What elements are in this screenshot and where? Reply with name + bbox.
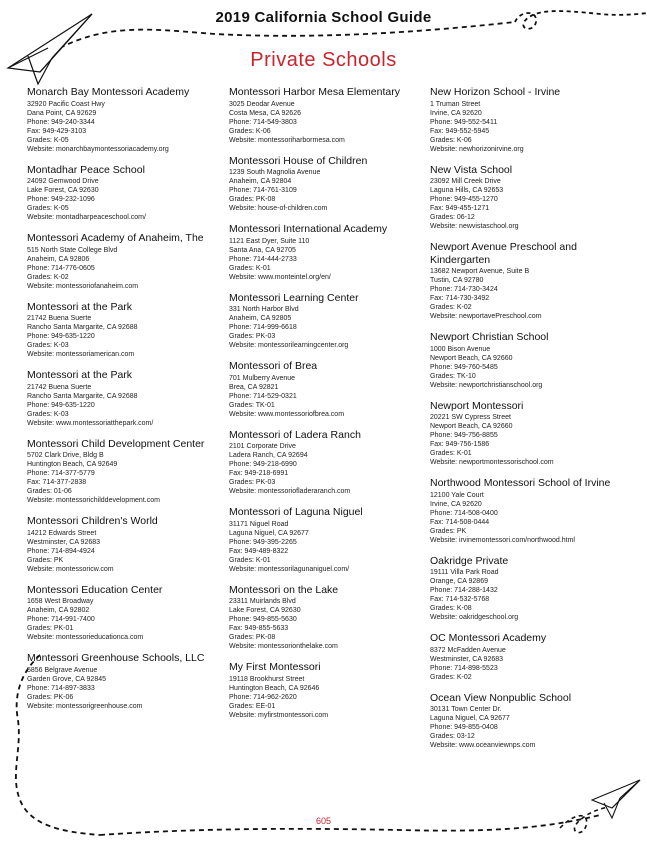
school-detail-line: Irvine, CA 92620 [430,109,482,117]
school-detail-line: Brea, CA 92821 [229,383,279,391]
school-name: Montessori at the Park [27,300,133,313]
school-detail-line: Anaheim, CA 92804 [229,178,292,185]
school-detail-line: 515 North State College Blvd [27,246,118,254]
school-detail-line: Phone: 714-529-0321 [229,392,297,400]
school-detail-line: Westminster, CA 92683 [430,655,504,663]
school-detail-line: Anaheim, CA 92802 [27,607,90,614]
school-entry [27,301,217,360]
school-entry [27,86,217,154]
school-entry [27,232,217,291]
school-entry [27,438,217,506]
school-name: Montessori at the Park [27,369,133,381]
school-name: Montessori of Laguna Niguel [229,506,363,518]
school-detail-line: Grades: 03-12 [430,733,475,740]
school-entry [229,506,424,574]
school-detail-line: 19118 Brookhurst Street [229,675,305,683]
school-detail-line: 1000 Bison Avenue [430,345,491,353]
school-detail-line: 23092 Mill Creek Drive [430,178,501,185]
school-detail-line: Phone: 949-756-8855 [430,432,498,439]
school-detail-line: Phone: 949-455-1270 [430,196,498,203]
school-detail-line: Fax: 714-730-3492 [430,295,490,302]
school-entry [430,86,620,154]
school-detail-line: Phone: 949-240-3344 [27,118,95,126]
school-name: Newport Montessori [430,399,524,412]
school-website[interactable]: Website: montessoriharbormesa.com [229,136,345,144]
school-detail-line: Phone: 949-232-1096 [27,196,95,203]
school-detail-line: 1239 South Magnolia Avenue [229,169,321,176]
school-detail-line: Phone: 949-552-5411 [430,118,498,126]
school-column-1 [27,86,217,721]
school-detail-line: Rancho Santa Margarite, CA 92688 [27,392,138,400]
school-entry [27,515,217,574]
school-detail-line: Grades: PK [430,527,467,535]
school-detail-line: 12100 Yale Court [430,491,484,499]
school-entry [229,360,424,419]
school-website[interactable]: Website: irvinemontessori.com/northwood.html [430,536,575,544]
school-detail-line: Tustin, CA 92780 [430,277,484,284]
school-name: Montessori of Brea [229,360,318,372]
school-entry [229,429,424,497]
school-detail-line: Grades: K-06 [229,127,271,135]
school-name: Oakridge Private [430,554,509,567]
school-entry [430,241,620,321]
school-entry [430,400,620,468]
school-entry [430,555,620,623]
school-name: Montessori House of Children [229,154,368,167]
school-name: My First Montessori [229,661,321,673]
school-detail-line: Lake Forest, CA 92630 [229,607,301,614]
school-detail-line: 3025 Deodar Avenue [229,100,295,108]
school-name: Montessori Greenhouse Schools, LLC [27,652,205,664]
school-detail-line: Phone: 714-377-5779 [27,470,95,477]
school-detail-line: Grades: PK-06 [27,693,74,701]
school-detail-line: 20221 SW Cypress Street [430,414,511,421]
school-detail-line: 14212 Edwards Street [27,529,97,537]
school-detail-line: Anaheim, CA 92806 [27,255,90,263]
school-website[interactable]: Website: www.monteintel.org/en/ [229,273,331,281]
school-detail-line: Grades: TK-10 [430,372,476,380]
school-detail-line: Grades: PK-08 [229,634,276,641]
school-detail-line: Huntington Beach, CA 92649 [27,461,118,468]
school-detail-line: Grades: K-06 [430,136,472,144]
school-detail-line: Laguna Niguel, CA 92677 [430,715,510,722]
school-detail-line: Fax: 949-552-5945 [430,127,490,135]
school-name: Newport Avenue Preschool and Kindergarten [430,241,577,266]
school-detail-line: Phone: 714-897-3833 [27,684,95,692]
school-entry [229,292,424,351]
school-detail-line: Phone: 949-855-5630 [229,616,297,623]
school-detail-line: Fax: 949-855-5633 [229,625,289,632]
school-website[interactable]: Website: www.montessoriatthepark.com/ [27,419,154,427]
school-website[interactable]: Website: montessorilagunaniguel.com/ [229,565,350,573]
guide-title: 2019 California School Guide [215,9,432,26]
school-detail-line: Phone: 714-898-5523 [430,664,498,672]
school-detail-line: 13682 Newport Avenue, Suite B [430,268,530,275]
school-detail-line: Grades: K-03 [27,410,69,418]
school-detail-line: 2101 Corporate Drive [229,443,296,450]
school-entry [430,692,620,751]
section-title: Private Schools [250,49,397,71]
school-detail-line: Phone: 949-635-1220 [27,333,95,340]
school-entry [229,86,424,145]
school-detail-line: 21742 Buena Suerte [27,315,92,322]
school-detail-line: Phone: 714-761-3109 [229,187,297,194]
school-detail-line: Phone: 714-894-4924 [27,547,95,555]
school-detail-line: 5856 Belgrave Avenue [27,666,98,674]
school-detail-line: Grades: 01-06 [27,488,72,495]
school-detail-line: Fax: 949-489-8322 [229,547,289,555]
school-detail-line: Fax: 949-756-1586 [430,441,490,448]
school-detail-line: Grades: PK [27,556,64,564]
school-detail-line: 1121 East Dyer, Suite 110 [229,237,310,245]
school-detail-line: Phone: 714-991-7400 [27,616,95,623]
school-detail-line: Orange, CA 92869 [430,578,488,585]
school-detail-line: Fax: 714-532-5768 [430,596,490,603]
school-detail-line: Fax: 949-455-1271 [430,205,490,212]
school-detail-line: Grades: K-08 [430,605,472,612]
school-detail-line: Dana Point, CA 92629 [27,109,97,117]
school-detail-line: Grades: TK-01 [229,401,275,409]
school-detail-line: Grades: K-05 [27,205,69,212]
school-entry [27,652,217,711]
school-detail-line: Anaheim, CA 92805 [229,315,292,322]
school-name: Montessori Child Development Center [27,437,205,450]
school-detail-line: Newport Beach, CA 92660 [430,354,513,362]
school-detail-line: Grades: K-02 [430,673,472,681]
school-website[interactable]: Website: monarchbaymontessoriacademy.org [27,145,169,153]
school-detail-line: 32920 Pacific Coast Hwy [27,100,105,108]
school-name: New Horizon School - Irvine [430,86,561,98]
school-detail-line: 5702 Clark Drive, Bldg B [27,452,104,459]
page-number: 605 [315,816,332,826]
school-name: Montessori Education Center [27,583,163,596]
school-detail-line: Phone: 714-730-3424 [430,286,498,293]
school-detail-line: Irvine, CA 92620 [430,500,482,508]
school-detail-line: Newport Beach, CA 92660 [430,423,513,430]
school-entry [430,164,620,232]
school-entry [430,331,620,390]
school-detail-line: Grades: 06-12 [430,214,475,221]
school-detail-line: Phone: 714-776-0605 [27,264,95,272]
school-detail-line: 30131 Town Center Dr. [430,706,502,713]
school-website[interactable]: Website: montessoriofladeraranch.com [229,488,351,495]
school-detail-line: Phone: 949-218-6990 [229,461,297,468]
school-name: Montessori Academy of Anaheim, The [27,232,204,244]
school-detail-line: Fax: 714-508-0444 [430,518,490,526]
school-detail-line: Grades: PK-01 [27,625,74,632]
school-website[interactable]: Website: montessorichilddevelopment.com [27,497,160,504]
school-entry [229,661,424,720]
school-website[interactable]: Website: newportmontessorischool.com [430,459,554,466]
school-detail-line: Phone: 949-395-2265 [229,538,297,546]
school-website[interactable]: Website: newvistaschool.org [430,223,519,230]
school-detail-line: 701 Mulberry Avenue [229,374,296,382]
school-detail-line: Lake Forest, CA 92630 [27,187,99,194]
school-detail-line: Grades: PK-08 [229,196,276,203]
school-name: Montessori International Academy [229,223,388,235]
school-name: Montessori on the Lake [229,583,339,596]
school-website[interactable]: Website: montessorionthelake.com [229,643,338,650]
school-detail-line: Laguna Niguel, CA 92677 [229,529,309,537]
school-detail-line: 8372 McFadden Avenue [430,646,506,654]
school-detail-line: Garden Grove, CA 92845 [27,675,106,683]
school-entry [27,369,217,428]
school-detail-line: 1 Truman Street [430,100,481,108]
school-detail-line: Phone: 949-855-0408 [430,724,498,731]
school-detail-line: 19111 Villa Park Road [430,569,499,576]
school-detail-line: 1658 West Broadway [27,598,94,605]
school-website[interactable]: Website: montadharpeaceschool.com/ [27,214,146,221]
school-detail-line: Fax: 949-218-6991 [229,470,289,477]
school-detail-line: Santa Ana, CA 92705 [229,246,296,254]
school-detail-line: Phone: 714-999-6618 [229,324,297,331]
school-detail-line: Grades: K-01 [430,450,472,457]
school-detail-line: 23311 Muirlands Blvd [229,598,296,605]
school-detail-line: Grades: K-05 [27,136,69,144]
school-name: Montadhar Peace School [27,163,145,176]
school-website[interactable]: Website: oakridgeschool.org [430,614,519,621]
school-detail-line: Grades: K-02 [430,304,472,311]
school-website[interactable]: Website: montessoriofanaheim.com [27,282,139,290]
school-name: OC Montessori Academy [430,632,547,644]
school-name: Montessori Children's World [27,515,158,527]
school-website[interactable]: Website: myfirstmontessori.com [229,711,329,719]
school-website[interactable]: Website: newhorizonirvine.org [430,145,524,153]
school-name: Montessori of Ladera Ranch [229,428,361,441]
school-detail-line: Phone: 714-444-2733 [229,255,297,263]
school-column-3 [430,86,620,760]
school-website[interactable]: Website: newportchristianschool.org [430,381,543,389]
school-detail-line: Grades: K-03 [27,342,69,349]
school-name: Newport Christian School [430,331,549,343]
school-entry [27,584,217,643]
school-entry [430,632,620,682]
school-detail-line: Rancho Santa Margarite, CA 92688 [27,324,138,331]
school-detail-line: Phone: 714-962-2620 [229,693,297,701]
school-detail-line: Grades: K-02 [27,273,69,281]
school-entry [27,164,217,223]
school-entry [229,584,424,652]
school-website[interactable]: Website: montessoriamerican.com [27,351,135,358]
school-detail-line: Phone: 714-508-0400 [430,509,498,517]
school-website[interactable]: Website: montessorilearningcenter.org [229,342,349,349]
school-name: Montessori Harbor Mesa Elementary [229,86,400,98]
school-website[interactable]: Website: montessoricw.com [27,565,114,573]
school-website[interactable]: Website: www.oceanviewnps.com [430,742,536,749]
school-detail-line: Huntington Beach, CA 92646 [229,684,320,692]
school-website[interactable]: Website: newportavePreschool.com [430,313,542,320]
school-website[interactable]: Website: montessorieducationca.com [27,634,144,641]
school-detail-line: Fax: 949-429-3103 [27,127,87,135]
school-column-2 [229,86,424,730]
school-name: Monarch Bay Montessori Academy [27,86,190,98]
school-detail-line: 31171 Niguel Road [229,520,289,528]
paper-plane-icon-bottom [592,780,640,818]
school-detail-line: Ladera Ranch, CA 92694 [229,452,308,459]
school-entry [229,223,424,282]
school-detail-line: Grades: K-01 [229,264,271,272]
school-detail-line: Westminster, CA 92683 [27,538,101,546]
school-name: Northwood Montessori School of Irvine [430,477,611,489]
school-detail-line: Grades: EE-01 [229,702,276,710]
school-detail-line: Phone: 949-760-5485 [430,363,498,371]
school-entry [229,155,424,214]
school-detail-line: 21742 Buena Suerte [27,383,92,391]
school-detail-line: Phone: 714-549-3803 [229,118,297,126]
school-detail-line: 331 North Harbor Blvd [229,306,299,313]
school-website[interactable]: Website: house-of-children.com [229,205,328,212]
school-detail-line: Phone: 714-288-1432 [430,587,498,594]
school-detail-line: Grades: K-01 [229,556,271,564]
school-detail-line: Costa Mesa, CA 92626 [229,109,301,117]
school-detail-line: Phone: 949-635-1220 [27,401,95,409]
school-entry [430,477,620,545]
school-name: Montessori Learning Center [229,291,359,304]
school-detail-line: Laguna Hills, CA 92653 [430,187,504,194]
school-detail-line: Grades: PK-03 [229,333,276,340]
school-name: New Vista School [430,163,513,176]
school-detail-line: Grades: PK-03 [229,479,276,486]
school-name: Ocean View Nonpublic School [430,691,572,704]
school-website[interactable]: Website: www.montessoriofbrea.com [229,410,345,418]
school-detail-line: 24092 Gemwood Drive [27,178,99,185]
school-detail-line: Fax: 714-377-2838 [27,479,87,486]
school-website[interactable]: Website: montessorigreenhouse.com [27,702,143,710]
